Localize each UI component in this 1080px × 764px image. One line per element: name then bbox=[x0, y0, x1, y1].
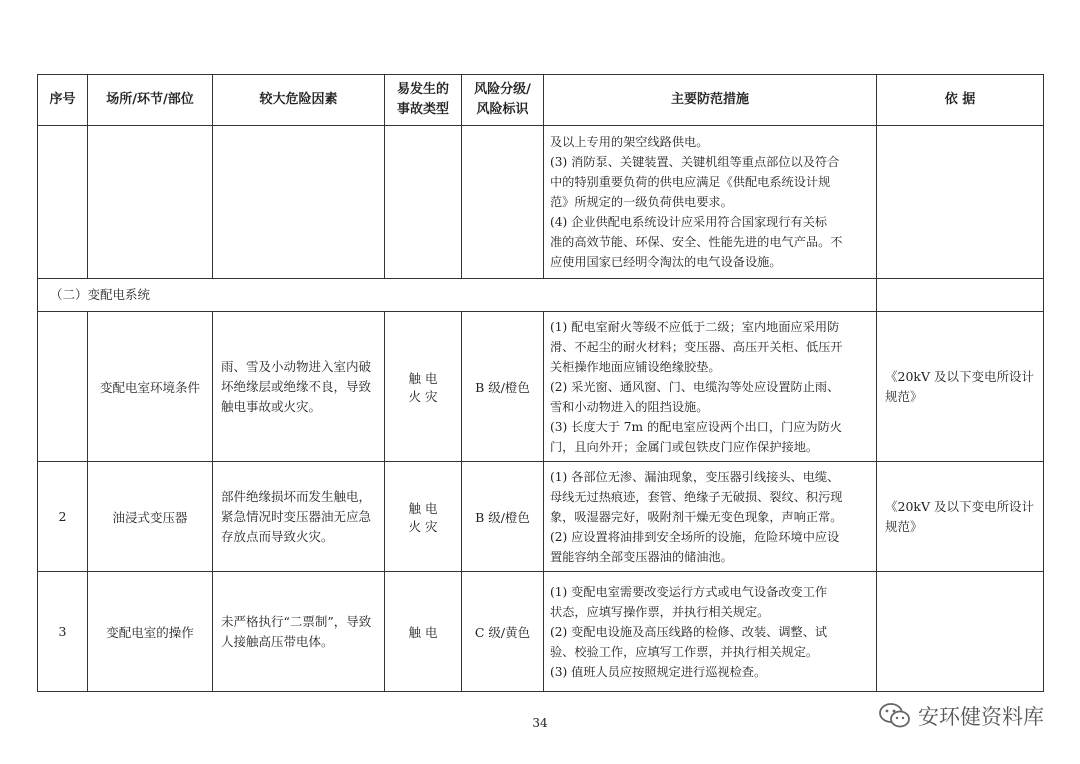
row-measures bbox=[544, 462, 877, 572]
measure-line: (1) 各部位无渗、漏油现象，变压器引线接头、电缆、 bbox=[550, 469, 840, 484]
row-number: 2 bbox=[38, 462, 88, 572]
watermark bbox=[878, 701, 1044, 731]
table-row bbox=[38, 572, 1044, 692]
accident-type-line: 触 电 bbox=[408, 370, 438, 386]
continuation-row bbox=[38, 126, 1044, 279]
row-number bbox=[38, 312, 88, 462]
row-basis: 《20kV 及以下变电所设计规范》 bbox=[877, 462, 1044, 572]
header-accident-line2: 事故类型 bbox=[396, 102, 449, 117]
row-hazard: 未严格执行“二票制”，导致人接触高压带电体。 bbox=[213, 572, 385, 692]
measure-line: 象，吸湿器完好，吸附剂干燥无变色现象，声响正常。 bbox=[550, 509, 843, 524]
risk-table bbox=[37, 74, 1044, 692]
header-measures: 主要防范措施 bbox=[544, 75, 877, 126]
page-number: 34 bbox=[532, 716, 548, 730]
header-hazard: 较大危险因素 bbox=[213, 75, 385, 126]
watermark-text: 安环健资料库 bbox=[918, 705, 1044, 729]
measure-line: (3) 值班人员应按照规定进行巡视检查。 bbox=[550, 664, 767, 679]
continuation-measures bbox=[544, 126, 877, 279]
measure-line: 应使用国家已经明令淘汰的电气设备设施。 bbox=[550, 255, 782, 269]
accident-type-line: 火 灾 bbox=[408, 518, 438, 534]
accident-type-line: 火 灾 bbox=[408, 388, 438, 404]
measure-line: 中的特别重要负荷的供电应满足《供配电系统设计规 bbox=[550, 175, 831, 189]
table-row bbox=[38, 312, 1044, 462]
header-no: 序号 bbox=[38, 75, 88, 126]
accident-type-line: 触 电 bbox=[408, 624, 438, 640]
row-measures bbox=[544, 572, 877, 692]
measure-line: (1) 配电室耐火等级不应低于二级；室内地面应采用防 bbox=[550, 319, 840, 334]
header-place: 场所/环节/部位 bbox=[88, 75, 213, 126]
header-risk-level bbox=[462, 75, 544, 126]
row-risk-level: C 级/黄色 bbox=[462, 572, 544, 692]
wechat-icon bbox=[878, 702, 912, 730]
measure-line: 雪和小动物进入的阻挡设施。 bbox=[550, 399, 709, 414]
measure-line: 准的高效节能、环保、安全、性能先进的电气产品。不 bbox=[550, 235, 843, 249]
row-basis: 《20kV 及以下变电所设计规范》 bbox=[877, 312, 1044, 462]
header-accident-type bbox=[385, 75, 462, 126]
header-basis: 依 据 bbox=[877, 75, 1044, 126]
table-row bbox=[38, 462, 1044, 572]
row-accident-type bbox=[385, 312, 462, 462]
measure-line: 置能容纳全部变压器油的储油池。 bbox=[550, 549, 733, 564]
measure-line: (3) 长度大于 7m 的配电室应设两个出口，门应为防火 bbox=[550, 419, 842, 434]
row-number: 3 bbox=[38, 572, 88, 692]
measure-line: (2) 采光窗、通风窗、门、电缆沟等处应设置防止雨、 bbox=[550, 379, 840, 394]
measure-line: 及以上专用的架空线路供电。 bbox=[550, 135, 709, 149]
section-title: （二）变配电系统 bbox=[38, 279, 877, 312]
header-risk-line2: 风险标识 bbox=[476, 102, 529, 117]
row-place: 变配电室环境条件 bbox=[88, 312, 213, 462]
measure-line: (2) 变配电设施及高压线路的检修、改装、调整、试 bbox=[550, 624, 828, 639]
measure-line: 范》所规定的一级负荷供电要求。 bbox=[550, 195, 733, 209]
row-place: 变配电室的操作 bbox=[88, 572, 213, 692]
measure-line: 母线无过热痕迹，套管、绝缘子无破损、裂纹、积污现 bbox=[550, 489, 843, 504]
row-risk-level: B 级/橙色 bbox=[462, 462, 544, 572]
row-hazard: 部件绝缘损坏而发生触电，紧急情况时变压器油无应急存放点而导致火灾。 bbox=[213, 462, 385, 572]
measure-line: 滑、不起尘的耐火材料；变压器、高压开关柜、低压开 bbox=[550, 339, 843, 354]
accident-type-line: 触 电 bbox=[408, 500, 438, 516]
row-basis bbox=[877, 572, 1044, 692]
header-risk-line1: 风险分级/ bbox=[474, 82, 531, 97]
header-accident-line1: 易发生的 bbox=[396, 82, 449, 97]
measure-line: 状态，应填写操作票，并执行相关规定。 bbox=[550, 604, 770, 619]
row-risk-level: B 级/橙色 bbox=[462, 312, 544, 462]
measure-line: (2) 应设置将油排到安全场所的设施，危险环境中应设 bbox=[550, 529, 840, 544]
row-place: 油浸式变压器 bbox=[88, 462, 213, 572]
measure-line: (1) 变配电室需要改变运行方式或电气设备改变工作 bbox=[550, 584, 828, 599]
measure-line: 关柜操作地面应铺设绝缘胶垫。 bbox=[550, 359, 721, 374]
row-accident-type bbox=[385, 572, 462, 692]
measure-line: (4) 企业供配电系统设计应采用符合国家现行有关标 bbox=[550, 215, 828, 229]
section-row bbox=[38, 279, 1044, 312]
measure-line: 门，且向外开；金属门或包铁皮门应作保护接地。 bbox=[550, 439, 819, 454]
row-measures bbox=[544, 312, 877, 462]
row-hazard: 雨、雪及小动物进入室内破坏绝缘层或绝缘不良，导致触电事故或火灾。 bbox=[213, 312, 385, 462]
row-accident-type bbox=[385, 462, 462, 572]
measure-line: 验、校验工作，应填写工作票，并执行相关规定。 bbox=[550, 644, 819, 659]
measure-line: (3) 消防泵、关键装置、关键机组等重点部位以及符合 bbox=[550, 155, 840, 169]
header-row bbox=[38, 75, 1044, 126]
